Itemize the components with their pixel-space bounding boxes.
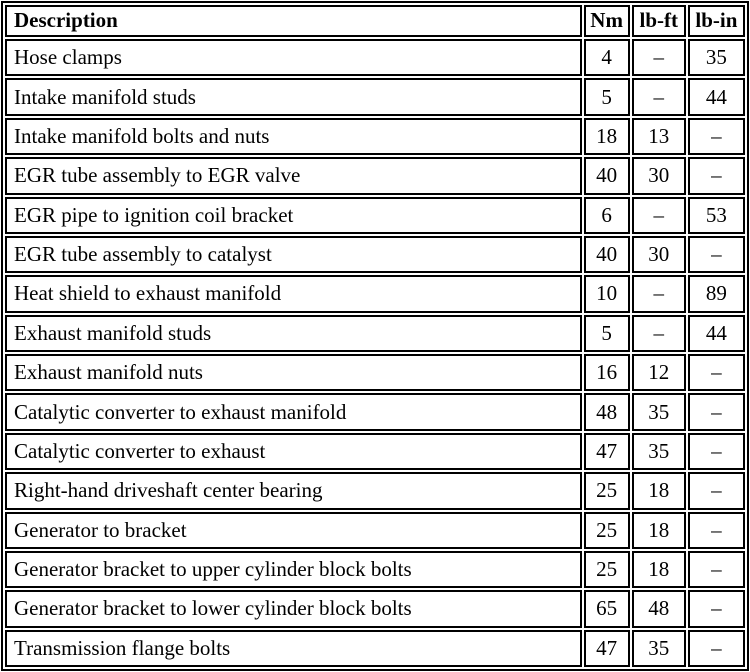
nm-value-cell: 65 [584,590,630,627]
table-row [5,78,745,115]
lb-in-value-cell: – [688,472,745,509]
description-cell: Intake manifold studs [5,78,582,115]
table-row [5,393,745,430]
table-row [5,157,745,194]
table-row [5,472,745,509]
table-row [5,512,745,549]
lb-ft-value-cell: 35 [632,433,686,470]
nm-value-cell: 16 [584,354,630,391]
lb-ft-value-cell: – [632,315,686,352]
lb-in-value-cell: – [688,118,745,155]
lb-ft-value-cell: 18 [632,472,686,509]
nm-value-cell: 4 [584,39,630,76]
lb-ft-value-cell: 35 [632,393,686,430]
nm-value-cell: 25 [584,551,630,588]
description-cell: EGR tube assembly to catalyst [5,236,582,273]
lb-ft-value-cell: 12 [632,354,686,391]
lb-ft-value-cell: 18 [632,551,686,588]
nm-value-cell: 40 [584,236,630,273]
table-row [5,433,745,470]
lb-in-value-cell: – [688,354,745,391]
nm-value-cell: 25 [584,472,630,509]
description-cell: Transmission flange bolts [5,630,582,667]
nm-value-cell: 18 [584,118,630,155]
description-cell: Exhaust manifold nuts [5,354,582,391]
lb-in-value-cell: 35 [688,39,745,76]
description-cell: Hose clamps [5,39,582,76]
lb-ft-value-cell: 35 [632,630,686,667]
table-row [5,630,745,667]
description-cell: Generator bracket to upper cylinder block bolts [5,551,582,588]
torque-spec-table [1,1,749,671]
lb-in-value-cell: – [688,236,745,273]
lb-in-value-cell: 44 [688,78,745,115]
header-row [5,5,745,37]
table-row [5,551,745,588]
lb-ft-value-cell: – [632,275,686,312]
table-row [5,590,745,627]
lb-in-value-cell: 89 [688,275,745,312]
table-row [5,118,745,155]
table-row [5,354,745,391]
description-cell: EGR tube assembly to EGR valve [5,157,582,194]
lb-in-value-cell: 44 [688,315,745,352]
lb-in-value-cell: – [688,433,745,470]
nm-value-cell: 25 [584,512,630,549]
column-header-description: Description [5,5,582,37]
description-cell: EGR pipe to ignition coil bracket [5,197,582,234]
description-cell: Catalytic converter to exhaust [5,433,582,470]
lb-in-value-cell: – [688,512,745,549]
column-header-lb-ft: lb-ft [632,5,686,37]
table-row [5,315,745,352]
lb-ft-value-cell: – [632,78,686,115]
table-row [5,39,745,76]
description-cell: Heat shield to exhaust manifold [5,275,582,312]
nm-value-cell: 47 [584,630,630,667]
table-row [5,197,745,234]
lb-in-value-cell: – [688,393,745,430]
column-header-nm: Nm [584,5,630,37]
lb-ft-value-cell: 30 [632,236,686,273]
description-cell: Intake manifold bolts and nuts [5,118,582,155]
nm-value-cell: 48 [584,393,630,430]
nm-value-cell: 5 [584,315,630,352]
lb-in-value-cell: – [688,630,745,667]
lb-in-value-cell: – [688,157,745,194]
description-cell: Catalytic converter to exhaust manifold [5,393,582,430]
lb-ft-value-cell: – [632,197,686,234]
nm-value-cell: 40 [584,157,630,194]
column-header-lb-in: lb-in [688,5,745,37]
lb-ft-value-cell: – [632,39,686,76]
table-body [5,39,745,667]
lb-in-value-cell: – [688,551,745,588]
lb-in-value-cell: – [688,590,745,627]
nm-value-cell: 5 [584,78,630,115]
description-cell: Exhaust manifold studs [5,315,582,352]
table-row [5,236,745,273]
nm-value-cell: 6 [584,197,630,234]
lb-ft-value-cell: 30 [632,157,686,194]
lb-in-value-cell: 53 [688,197,745,234]
description-cell: Generator to bracket [5,512,582,549]
lb-ft-value-cell: 13 [632,118,686,155]
lb-ft-value-cell: 18 [632,512,686,549]
description-cell: Right-hand driveshaft center bearing [5,472,582,509]
nm-value-cell: 47 [584,433,630,470]
nm-value-cell: 10 [584,275,630,312]
table-row [5,275,745,312]
description-cell: Generator bracket to lower cylinder block bolts [5,590,582,627]
lb-ft-value-cell: 48 [632,590,686,627]
